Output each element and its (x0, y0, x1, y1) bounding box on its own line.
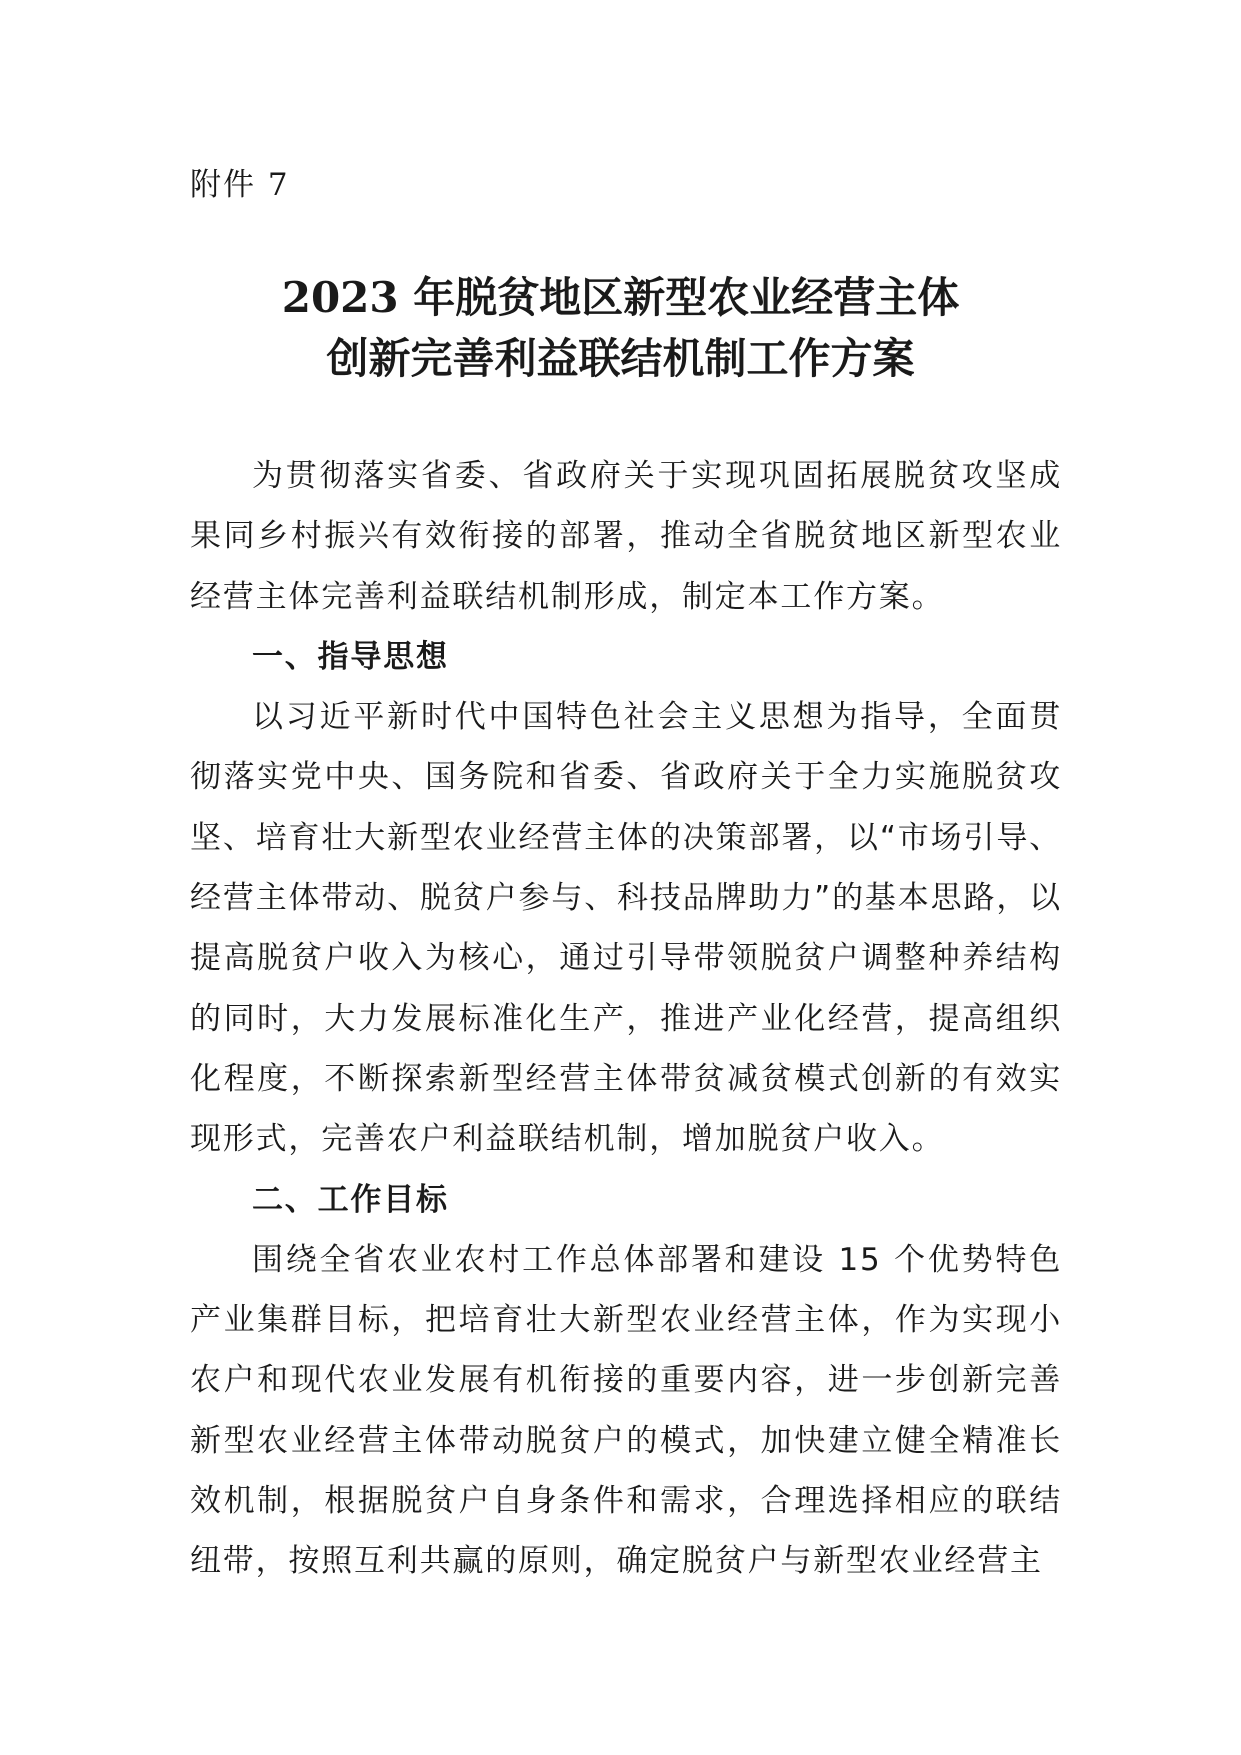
section-heading-guiding-ideology: 一、指导思想 (252, 638, 449, 675)
section-heading-work-goals: 二、工作目标 (252, 1181, 449, 1218)
section-paragraph-work-goals: 围绕全省农业农村工作总体部署和建设 15 个优势特色产业集群目标，把培育壮大新型农业经营主体，作为实现小农户和现代农业发展有机衔接的重要内容，进一步创新完善新型农业经营主体带动脱贫户的模式，加快建立健全精准长效机制，根据脱贫户自身条件和需求，合理选择相应的联结纽带，按照互利共赢的原则，确定脱贫户与新型农业经营主 (190, 1241, 1062, 1580)
document-title-line-2: 创新完善利益联结机制工作方案 (326, 334, 915, 383)
section-paragraph-guiding-ideology: 以习近平新时代中国特色社会主义思想为指导，全面贯彻落实党中央、国务院和省委、省政府关于全力实施脱贫攻坚、培育壮大新型农业经营主体的决策部署，以“市场引导、经营主体带动、脱贫户参与、科技品牌助力”的基本思路，以提高脱贫户收入为核心，通过引导带领脱贫户调整种养结构的同时，大力发展标准化生产，推进产业化经营，提高组织化程度，不断探索新型经营主体带贫减贫模式创新的有效实现形式，完善农户利益联结机制，增加脱贫户收入。 (190, 699, 1062, 1158)
attachment-label: 附件 7 (190, 167, 290, 203)
intro-paragraph: 为贯彻落实省委、省政府关于实现巩固拓展脱贫攻坚成果同乡村振兴有效衔接的部署，推动全省脱贫地区新型农业经营主体完善利益联结机制形成，制定本工作方案。 (190, 458, 1062, 615)
document-body (190, 446, 1062, 1592)
document-title-line-1: 2023 年脱贫地区新型农业经营主体 (281, 273, 960, 322)
